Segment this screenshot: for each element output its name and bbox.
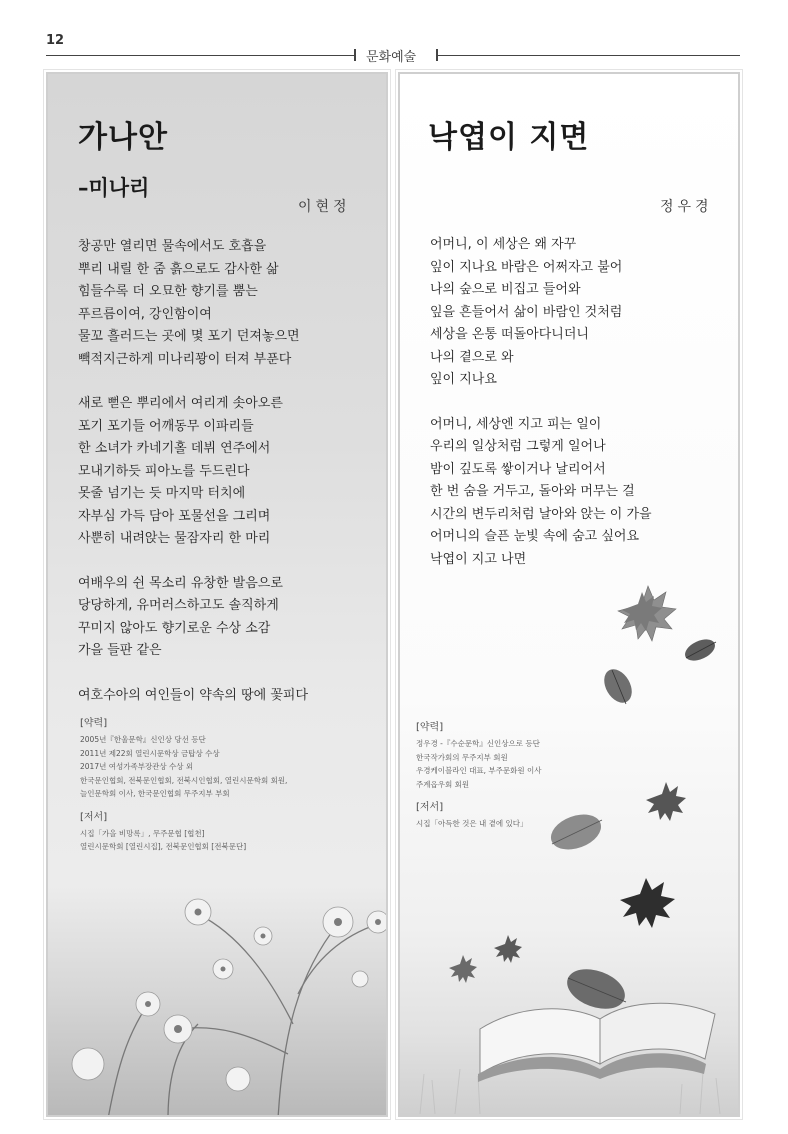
works-line: 열린시문학회 [열린시집], 전북문인협회 [전북문단] [80, 842, 247, 851]
poem-line: 힘들수록 더 오묘한 향기를 뿜는 [78, 284, 258, 299]
poem-line: 물꼬 흘러드는 곳에 몇 포기 던져놓으면 [78, 329, 300, 344]
poem-body [430, 234, 652, 571]
bio-line: 2005년『한울문학』신인상 당선 등단 [80, 735, 206, 744]
poem-line: 포기 포기들 어깨동무 이파리들 [78, 418, 254, 434]
works-heading: [저서] [80, 811, 108, 823]
poem-line: 꾸미지 않아도 향기로운 수상 소감 [78, 620, 271, 636]
bio-line: 한국작가회의 무주지부 회원 [416, 752, 508, 762]
poem-line: 나의 곁으로 와 [430, 349, 514, 365]
works-heading: [저서] [416, 802, 444, 813]
poem-title: 낙엽이 지면 [428, 120, 590, 155]
poem-line: 잎이 지나요 바람은 어쩌자고 불어 [430, 259, 623, 275]
poem-body [78, 236, 308, 707]
poem-line: 뿌리 내릴 한 줌 흙으로도 감사한 삶 [78, 261, 279, 277]
poem-line: 잎이 지나요 [430, 372, 497, 387]
poem-line: 모내기하듯 피아노를 두드린다 [78, 463, 250, 479]
poem-line: 빽적지근하게 미나리꽝이 터져 부푼다 [78, 351, 292, 367]
poem-line: 어머니, 세상엔 지고 피는 일이 [430, 416, 602, 432]
poem-line: 한 소녀가 카네기홀 데뷔 연주에서 [78, 441, 271, 456]
poem-line: 사뿐히 내려앉는 물잠자리 한 마리 [78, 531, 271, 546]
poem-line: 푸르름이여, 강인함이여 [78, 306, 212, 322]
poem-line: 못줄 넘기는 듯 마지막 터치에 [78, 486, 246, 501]
poem-line: 가을 들판 같은 [78, 643, 162, 658]
poem-line: 우리의 일상처럼 그렇게 일어나 [430, 439, 606, 454]
page-number: 12 [46, 33, 65, 48]
poem-line: 잎을 흔들어서 삶이 바람인 것처럼 [430, 304, 623, 320]
autumn-leaves-book-illustration [400, 74, 740, 1117]
author-bio [416, 720, 541, 831]
poem-column-left [46, 72, 388, 1117]
bio-line: 늘인문학회 이사, 한국문인협회 무주지부 부회 [80, 789, 230, 798]
poem-title: 가나안 [78, 120, 168, 155]
poem-line: 여호수아의 여인들이 약속의 땅에 꽃피다 [78, 687, 309, 703]
bio-heading: [약력] [416, 722, 444, 733]
poem-line: 새로 뻗은 뿌리에서 여리게 솟아오른 [78, 396, 283, 411]
poem-line: 여배우의 쉰 목소리 유창한 발음으로 [78, 575, 283, 591]
poem-subtitle: –미나리 [78, 176, 150, 200]
poem-line: 당당하게, 유머러스하고도 솔직하게 [78, 598, 279, 613]
poem-line: 세상을 온통 떠돌아다니더니 [430, 327, 589, 342]
poem-line: 창공만 열리면 물속에서도 호흡을 [78, 239, 267, 254]
poem-line: 어머니, 이 세상은 왜 자꾸 [430, 237, 577, 252]
bio-line: 주계읍우회 회원 [416, 779, 470, 789]
author-bio [80, 716, 287, 854]
bio-line: 정우경 -『수순문학』신인상으로 등단 [416, 739, 540, 748]
falling-leaf-icon [546, 635, 718, 1016]
header-rule-right [437, 55, 740, 56]
poem-line: 자부심 가득 담아 포물선을 그리며 [78, 508, 271, 524]
header-rule-left [46, 55, 354, 56]
poem-line: 시간의 변두리처럼 날아와 앉는 이 가을 [430, 506, 652, 522]
bio-line: 한국문인협회, 전북문인협회, 전북시인협회, 열린시문학회 회원, [80, 775, 288, 785]
bio-line: 우경케이블라인 대표, 부주문화원 이사 [416, 766, 542, 775]
header-rule-cap-left [354, 49, 356, 61]
open-book-icon [478, 1003, 715, 1082]
bio-line: 2017년 여성가족부장관상 수상 외 [80, 762, 194, 771]
poem-author: 이현정 [298, 199, 351, 215]
poem-column-right [398, 72, 740, 1117]
poem-line: 나의 숲으로 비집고 들어와 [430, 282, 581, 297]
poem-line: 밤이 깊도록 쌓이거나 날리어서 [430, 461, 606, 477]
section-title: 문화예술 [366, 50, 417, 65]
poem-line: 낙엽이 지고 나면 [430, 551, 527, 567]
poem-line: 어머니의 슬픈 눈빛 속에 숨고 싶어요 [430, 529, 640, 544]
poem-line: 한 번 숨을 거두고, 돌아와 머무는 걸 [430, 484, 635, 499]
works-line: 시집「가을 비망록」, 무주문협 [협천] [80, 828, 205, 838]
poem-author: 정우경 [660, 199, 713, 215]
works-line: 시집「아득한 것은 내 곁에 있다」 [416, 819, 528, 828]
bio-line: 2011년 제22회 열린시문학상 금탑상 수상 [80, 748, 220, 758]
bio-heading: [약력] [80, 718, 108, 729]
